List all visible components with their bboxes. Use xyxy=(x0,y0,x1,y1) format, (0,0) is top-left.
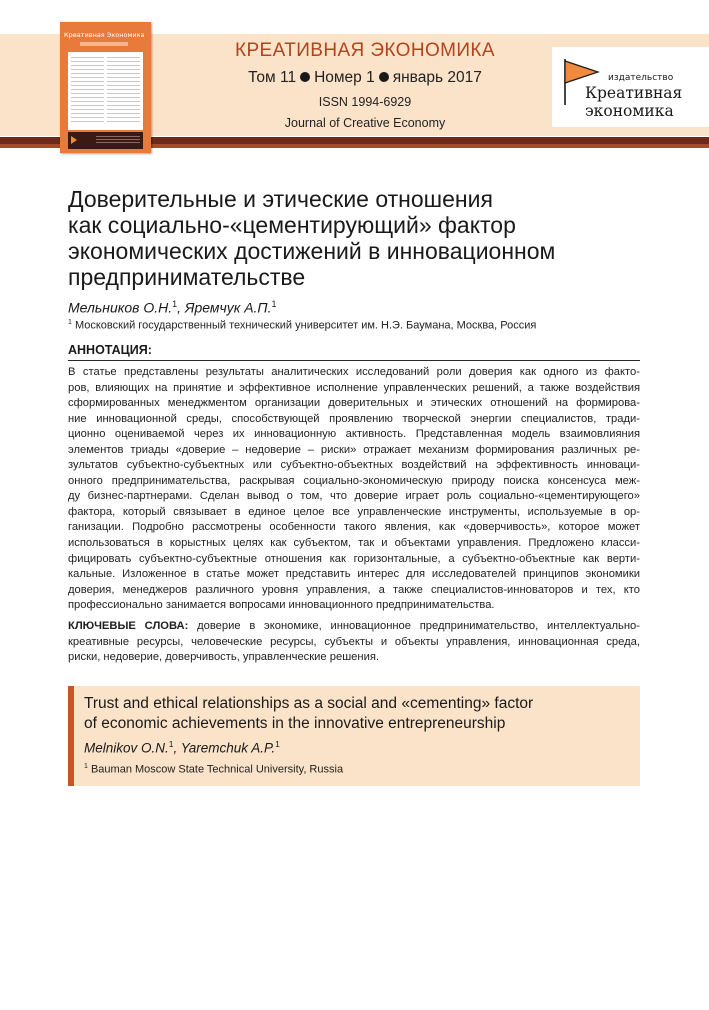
publisher-logo xyxy=(552,47,709,127)
publisher-label: издательство xyxy=(608,73,674,83)
keywords-label: КЛЮЧЕВЫЕ СЛОВА: xyxy=(68,620,189,632)
english-summary-box xyxy=(68,686,640,786)
author-name: Melnikov O.N. xyxy=(84,740,169,756)
abstract-body xyxy=(68,365,640,614)
abstract-line: зультатов субъектно-субъектных или субъектно-объектных воздействий на эффективность инноваци- xyxy=(68,459,640,472)
issue-number: Номер 1 xyxy=(314,69,375,86)
title-line: предпринимательстве xyxy=(68,264,306,290)
title-line: как социально-«цементирующий» фактор xyxy=(68,212,516,238)
author-name: Yaremchuk A.P. xyxy=(180,740,276,756)
abstract-line: ние инновационной среды, способствующей проявлению творческой энергии специалистов, тради- xyxy=(68,412,640,425)
affiliation-marker: 1 xyxy=(168,739,174,749)
bullet-dot-icon xyxy=(379,72,389,82)
authors: Мельников О.Н.$^1$, Яремчук А.П.$^1$ xyxy=(68,299,277,316)
issue-date: январь 2017 xyxy=(392,69,482,86)
cover-contents-column xyxy=(71,57,104,125)
publisher-name-line1: Креативная xyxy=(585,84,683,102)
issue-line xyxy=(210,69,520,87)
abstract-line: сформированных менеджментом организации доверительных и этических отношений на формирова- xyxy=(68,397,640,410)
affiliation-marker: 1 xyxy=(271,299,277,309)
abstract-line: В статье представлены результаты аналитических исследований роли доверия как одного из факто- xyxy=(68,366,640,378)
abstract-line: фактора, который связывает в единое целое все управленческие инструменты, используемые в ор- xyxy=(68,505,640,518)
bullet-dot-icon xyxy=(300,72,310,82)
abstract-heading: АННОТАЦИЯ: xyxy=(68,343,152,357)
cover-title: Креативная Экономика xyxy=(64,31,145,39)
english-title xyxy=(84,694,533,734)
journal-english-name: Journal of Creative Economy xyxy=(284,116,446,130)
volume: Том 11 xyxy=(248,69,297,86)
author-name: Мельников О.Н. xyxy=(68,299,173,316)
abstract-divider xyxy=(68,360,640,361)
affiliation-marker: 1 xyxy=(275,739,280,749)
abstract-line: профессионально занимается вопросами инновационного предпринимательства. xyxy=(68,599,495,612)
cover-contents-column xyxy=(107,57,140,125)
abstract-line: ционно оцениваемой через их инновационную активность. Представленная модель взаимовлияния xyxy=(68,428,640,441)
journal-name: КРЕАТИВНАЯ ЭКОНОМИКА xyxy=(235,40,495,61)
journal-cover-thumbnail xyxy=(60,22,151,153)
abstract-line: использоваться в корыстных целях как субъектом, так и объектами управления. Предложено класси- xyxy=(68,537,640,550)
cover-subtitle-bar xyxy=(80,42,128,46)
abstract-line: доверия, менеджеров различного уровня управления, а также специалистов-инноваторов и тех, кто xyxy=(68,583,640,596)
abstract-line: ганизации. Подробно рассмотрены особенности такого явления, как «доверчивость», которое может xyxy=(68,521,640,534)
abstract-line: ду бизнес-партнерами. Сделан вывод о том, что доверие играет роль социально-«цементирующего» xyxy=(68,490,640,503)
english-title-line: Trust and ethical relationships as a social and «cementing» factor xyxy=(84,695,534,712)
title-line: экономических достижений в инновационном xyxy=(68,238,556,264)
english-affiliation xyxy=(84,763,343,776)
title-line: Доверительные и этические отношения xyxy=(68,186,493,212)
affiliation-text: Московский государственный технический университет им. Н.Э. Баумана, Москва, Россия xyxy=(74,319,537,332)
cover-contents-page xyxy=(68,52,143,130)
publisher-name-line2: экономика xyxy=(585,102,674,120)
keywords-line: риски, недоверие, доверчивость, управленческие решения. xyxy=(68,651,379,664)
abstract-line: ров, влияющих на принятие и эффективное исполнение управленческих решений, а также воздействия xyxy=(68,381,640,394)
english-box-accent-bar xyxy=(68,686,74,786)
cover-footer-text xyxy=(96,136,140,145)
issn: ISSN 1994-6929 xyxy=(318,95,412,109)
cover-flag-icon xyxy=(71,136,77,144)
affiliation-marker: 1 xyxy=(172,299,178,309)
english-affiliation-text: Bauman Moscow State Technical University, Russia xyxy=(90,763,344,776)
affiliation xyxy=(68,319,536,332)
abstract-line: фицировать субъектно-субъектные отношения как горизонтальные, а субъектно-объектные как верти- xyxy=(68,552,640,565)
keywords-line xyxy=(68,619,640,635)
author-name: Яремчук А.П. xyxy=(184,299,272,316)
keywords-line: креативные ресурсы, человеческие ресурсы, субъекты и объекты управления, инновационная среда, xyxy=(68,635,640,648)
abstract-line: элементов триады «доверие – недоверие – риски» отражает механизм формирования различных ре- xyxy=(68,443,640,456)
abstract-line: кальные. Изложенное в статье может представить интерес для исследователей принципов экономики xyxy=(68,568,640,581)
cover-footer xyxy=(68,132,143,149)
english-title-line: of economic achievements in the innovative entrepreneurship xyxy=(84,715,506,732)
affiliation-marker: 1 xyxy=(84,763,88,770)
english-authors: Melnikov O.N.$^1$, Yaremchuk A.P.$^1$ xyxy=(84,739,280,756)
article-title xyxy=(68,186,678,290)
keywords xyxy=(68,619,640,666)
abstract-line: онного предпринимательства, раскрывая социально-экономическую природу поиска консенсуса меж- xyxy=(68,474,640,487)
keywords-text: доверие в экономике, инновационное предпринимательство, интеллектуально- xyxy=(188,620,640,632)
affiliation-marker: 1 xyxy=(68,319,72,326)
